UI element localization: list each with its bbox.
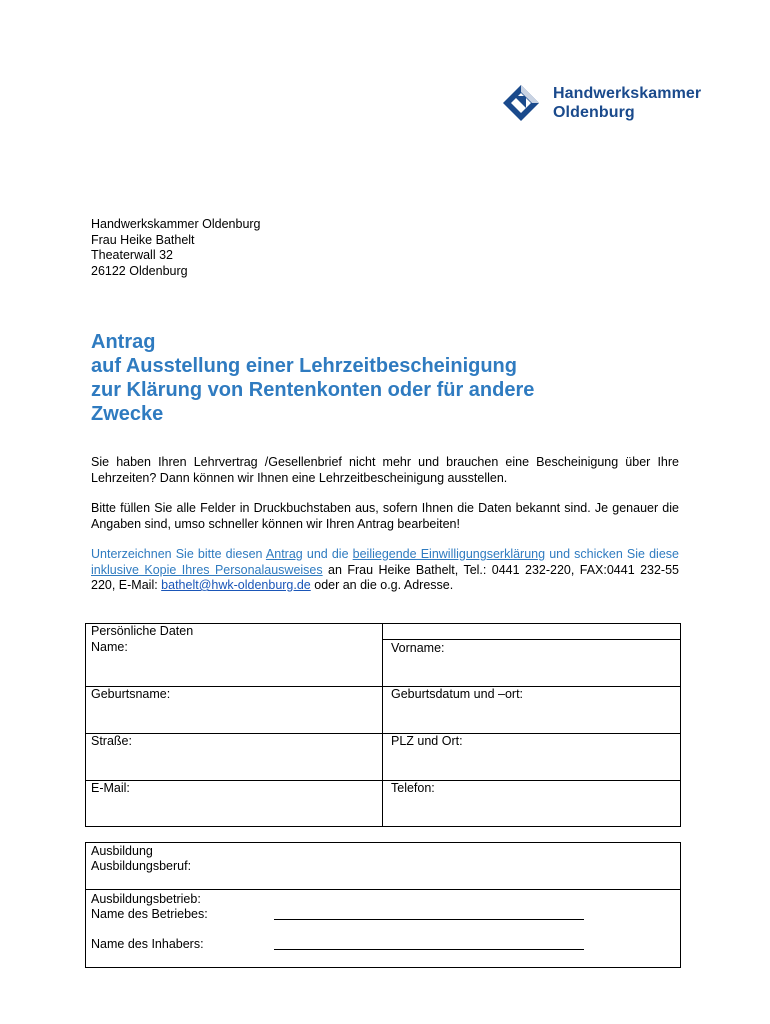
document-title <box>91 330 691 426</box>
antrag-link[interactable]: Antrag <box>265 547 303 561</box>
einwilligung-link[interactable]: beiliegende Einwilligungserklärung <box>352 547 546 561</box>
title-line: zur Klärung von Rentenkonten oder für andere <box>91 379 535 401</box>
table-divider <box>86 889 680 890</box>
logo-line2: Oldenburg <box>553 104 635 121</box>
betrieb-name-input[interactable] <box>274 919 584 920</box>
address-line: Handwerkskammer Oldenburg <box>91 217 261 231</box>
email-link[interactable]: bathelt@hwk-oldenburg.de <box>161 578 311 592</box>
text-span: und schicken Sie diese <box>545 547 679 561</box>
geburtsdatum-field[interactable]: Geburtsdatum und –ort: <box>391 687 524 701</box>
instruction-paragraph: Bitte füllen Sie alle Felder in Druckbuchstaben aus, sofern Ihnen die Daten bekannt sind. Je genauer die Angaben sind, umso schneller können wir Ihren Antrag bearbeiten! <box>91 501 679 531</box>
text-span: und die <box>302 547 353 561</box>
inhaber-input[interactable] <box>274 949 584 950</box>
betrieb-name-label: Name des Betriebes: <box>91 907 208 921</box>
telefon-field[interactable]: Telefon: <box>391 781 435 795</box>
title-line: Antrag <box>91 331 156 353</box>
recipient-address <box>91 217 261 279</box>
ausbildungsberuf-field[interactable]: Ausbildungsberuf: <box>91 859 192 873</box>
inhaber-label: Name des Inhabers: <box>91 937 204 951</box>
table-heading: Persönliche Daten <box>91 624 194 638</box>
ausbildungsbetrieb-label: Ausbildungsbetrieb: <box>91 892 201 906</box>
table-divider <box>86 780 680 781</box>
logo-text <box>553 84 701 122</box>
address-line: 26122 Oldenburg <box>91 263 188 278</box>
title-line: auf Ausstellung einer Lehrzeitbescheinigung <box>91 355 517 377</box>
hwk-logo-icon <box>502 84 540 122</box>
table-divider <box>382 639 680 640</box>
personalausweis-link[interactable]: inklusive Kopie Ihres Personalausweises <box>91 562 323 577</box>
text-span: Unterzeichnen Sie bitte diesen <box>91 547 266 561</box>
logo <box>502 84 732 124</box>
personal-data-table <box>85 623 681 827</box>
text-span: oder an die o.g. Adresse. <box>310 578 454 592</box>
geburtsname-field[interactable]: Geburtsname: <box>91 687 171 701</box>
intro-paragraph: Sie haben Ihren Lehrvertrag /Gesellenbrief nicht mehr und brauchen eine Bescheinigung über Ihre Lehrzeiten? Dann können wir Ihnen eine Lehrzeitbescheinigung ausstellen. <box>91 455 679 485</box>
strasse-field[interactable]: Straße: <box>91 734 132 748</box>
training-table <box>85 842 681 968</box>
table-divider <box>382 624 383 826</box>
submission-paragraph <box>91 547 679 594</box>
name-field[interactable]: Name: <box>91 640 128 654</box>
text-span: an Frau Heike Bathelt, Tel.: 0441 232-220, FAX:0441 232-55 220, E-Mail: <box>91 562 679 592</box>
address-line: Theaterwall 32 <box>91 248 173 262</box>
table-divider <box>86 733 680 734</box>
title-line: Zwecke <box>91 403 164 425</box>
email-field[interactable]: E-Mail: <box>91 781 130 795</box>
table-heading: Ausbildung <box>91 844 153 858</box>
table-divider <box>86 686 680 687</box>
plz-ort-field[interactable]: PLZ und Ort: <box>391 734 463 748</box>
logo-line1: Handwerkskammer <box>553 85 702 102</box>
vorname-field[interactable]: Vorname: <box>391 641 445 655</box>
address-line: Frau Heike Bathelt <box>91 232 195 247</box>
